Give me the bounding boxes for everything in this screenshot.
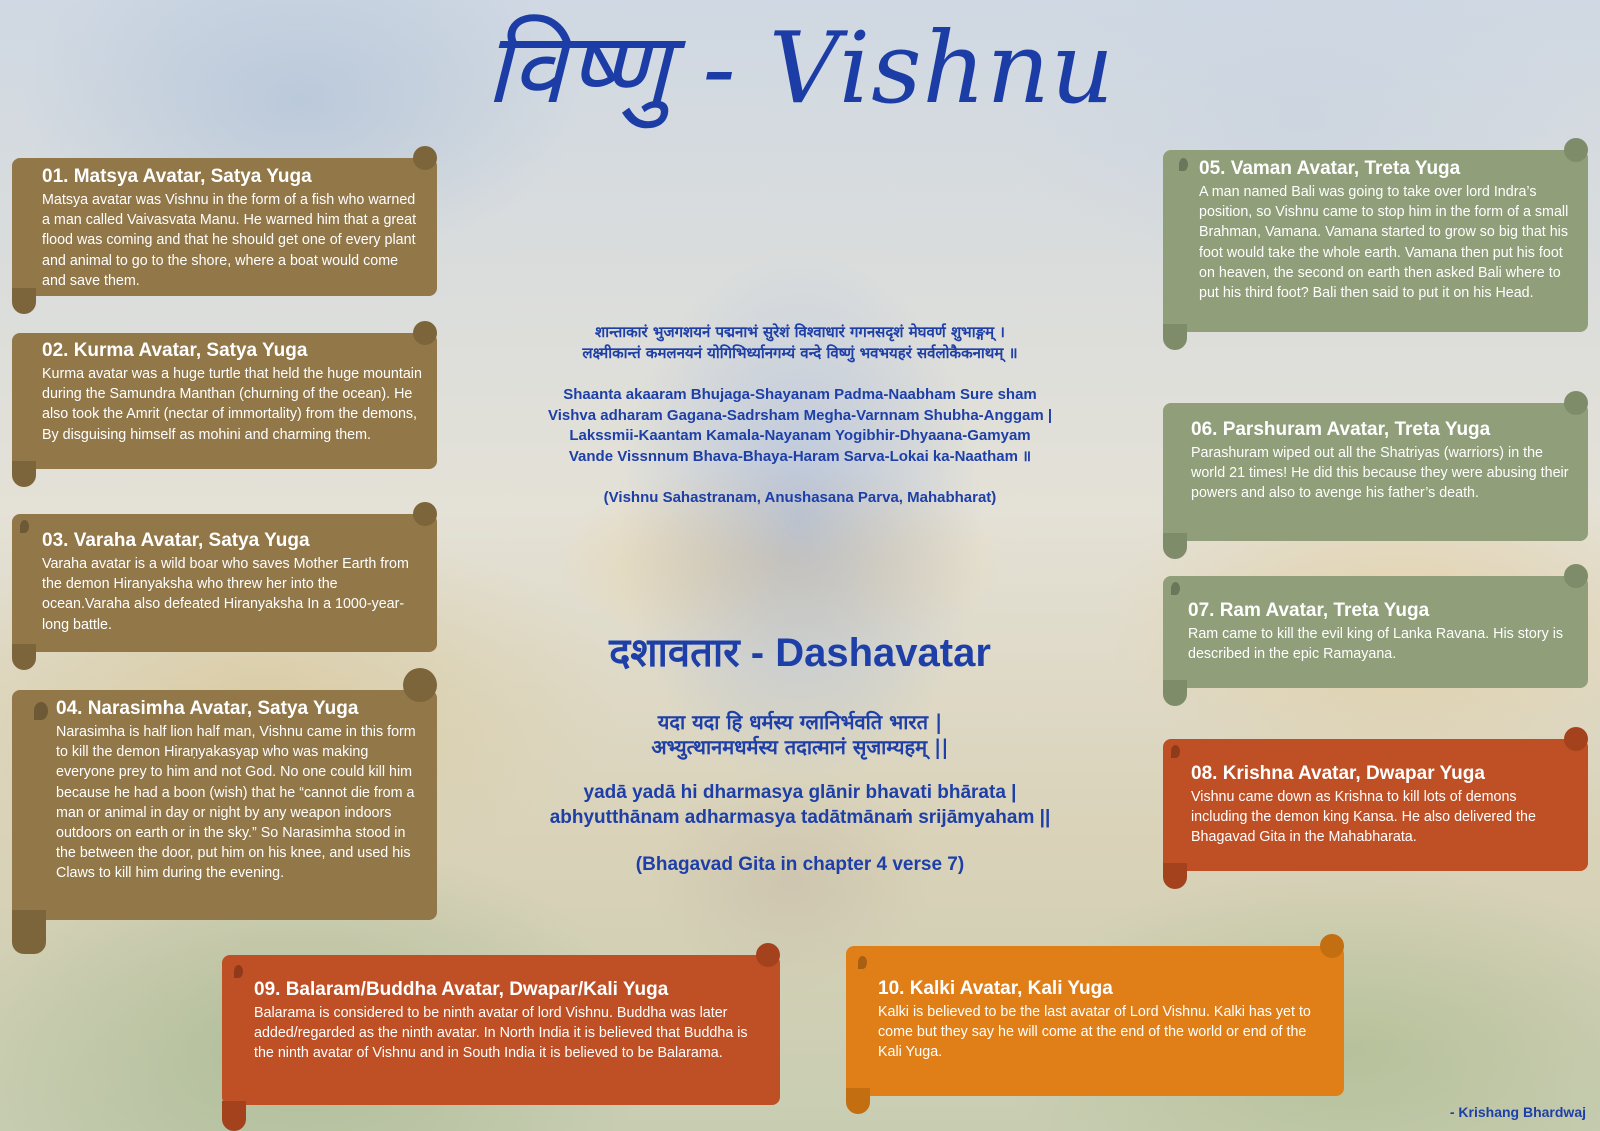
avatar-card-parshuram <box>1163 403 1588 541</box>
avatar-title: 04. Narasimha Avatar, Satya Yuga <box>56 698 359 719</box>
avatar-card-kalki <box>846 946 1344 1096</box>
scroll-curl <box>1564 138 1588 162</box>
vishnu-shloka-transliteration <box>450 385 1150 467</box>
vishnu-shloka-sanskrit <box>450 322 1150 364</box>
scroll-curl <box>12 288 36 314</box>
avatar-description: A man named Bali was going to take over lord Indra’s position, so Vishnu came to stop him in the form of a small Brahman, Vamana. Vamana started to grow so big that his foot would take the whole earth. Vamana then put his foot on heaven, the second on earth then asked Bali where to put his third foot? Bali then said to put it on his Head. <box>1199 184 1569 302</box>
scroll-curl <box>12 644 36 670</box>
shloka-line: शान्ताकारं भुजगशयनं पद्मनाभं सुरेशं विश्वाधारं गगनसदृशं मेघवर्ण शुभाङ्गम् । <box>595 323 1005 341</box>
avatar-description: Vishnu came down as Krishna to kill lots of demons including the demon king Kansa. He also delivered the Bhagavad Gita in the Mahabharata. <box>1191 789 1536 846</box>
avatar-description: Ram came to kill the evil king of Lanka Ravana. His story is described in the epic Ramayana. <box>1188 626 1564 663</box>
author-credit: - Krishang Bhardwaj <box>1449 1104 1586 1120</box>
avatar-title: 10. Kalki Avatar, Kali Yuga <box>878 978 1113 999</box>
shloka-line: Vande Vissnnum Bhava-Bhaya-Haram Sarva-Lokai ka-Naatham ॥ <box>568 447 1032 465</box>
avatar-card-varaha <box>12 514 437 652</box>
gita-shloka-transliteration <box>450 780 1150 830</box>
scroll-curl <box>12 910 46 954</box>
shloka-line: Vishva adharam Gagana-Sadrsham Megha-Varnnam Shubha-Anggam | <box>547 406 1053 424</box>
scroll-curl <box>756 943 780 967</box>
scroll-curl <box>222 1101 246 1131</box>
avatar-title: 05. Vaman Avatar, Treta Yuga <box>1199 158 1461 179</box>
scroll-curl <box>1564 391 1588 415</box>
scroll-mark <box>1171 582 1180 595</box>
scroll-curl <box>1163 680 1187 706</box>
avatar-card-narasimha <box>12 690 437 920</box>
shloka-line: yadā yadā hi dharmasya glānir bhavati bhārata | <box>583 782 1017 803</box>
avatar-description: Matsya avatar was Vishnu in the form of a fish who warned a man called Vaivasvata Manu. He warned him that a great flood was coming and that he should get one of every plant and animal to go to the shore, where a boat would come and save them. <box>42 192 417 289</box>
avatar-card-vaman <box>1163 150 1588 332</box>
avatar-card-balaram-buddha <box>222 955 780 1105</box>
avatar-card-ram <box>1163 576 1588 688</box>
scroll-curl <box>12 461 36 487</box>
shloka-line: Shaanta akaaram Bhujaga-Shayanam Padma-Naabham Sure sham <box>563 386 1037 403</box>
scroll-mark <box>1171 745 1180 758</box>
scroll-mark <box>234 965 243 978</box>
scroll-curl <box>1320 934 1344 958</box>
shloka-line: अभ्युत्थानमधर्मस्य तदात्मानं सृजाम्यहम् || <box>651 735 949 759</box>
shloka-line: यदा यदा हि धर्मस्य ग्लानिर्भवति भारत | <box>657 710 943 734</box>
scroll-curl <box>1163 863 1187 889</box>
dashavatar-title: दशावतार - Dashavatar <box>609 631 991 675</box>
scroll-curl <box>1564 564 1588 588</box>
avatar-description: Balarama is considered to be ninth avatar of lord Vishnu. Buddha was later added/regarded as the ninth avatar. In North India it is believed that Buddha is the ninth avatar of Vishnu and in South India it is believed to be Balarama. <box>254 1005 748 1062</box>
avatar-description: Kalki is believed to be the last avatar of Lord Vishnu. Kalki has yet to come but they say he will come at the end of the world or end of the Kali Yuga. <box>878 1004 1311 1061</box>
avatar-title: 01. Matsya Avatar, Satya Yuga <box>42 166 312 187</box>
scroll-curl <box>1163 324 1187 350</box>
scroll-mark <box>20 520 29 533</box>
gita-shloka-sanskrit <box>450 710 1150 760</box>
scroll-curl <box>403 668 437 702</box>
gita-shloka-source: (Bhagavad Gita in chapter 4 verse 7) <box>635 854 965 875</box>
scroll-curl <box>1564 727 1588 751</box>
avatar-title: 02. Kurma Avatar, Satya Yuga <box>42 340 308 361</box>
avatar-description: Varaha avatar is a wild boar who saves Mother Earth from the demon Hiranyaksha who threw her into the ocean.Varaha also defeated Hiranyaksha In a 1000-year-long battle. <box>42 556 409 633</box>
scroll-mark <box>1179 158 1188 171</box>
avatar-card-matsya <box>12 158 437 296</box>
avatar-card-krishna <box>1163 739 1588 871</box>
scroll-curl <box>413 321 437 345</box>
scroll-mark <box>858 956 867 969</box>
page-title: विष्णु - Vishnu <box>485 12 1115 126</box>
avatar-title: 09. Balaram/Buddha Avatar, Dwapar/Kali Yuga <box>254 979 669 1000</box>
scroll-mark <box>34 702 48 720</box>
avatar-title: 08. Krishna Avatar, Dwapar Yuga <box>1191 763 1485 784</box>
scroll-curl <box>1163 533 1187 559</box>
shloka-line: abhyutthānam adharmasya tadātmānaṁ srijāmyaham || <box>549 807 1051 828</box>
avatar-description: Narasimha is half lion half man, Vishnu came in this form to kill the demon Hiraṇyakasyap who was making everyone prey to him and not God. No one could kill him because he had a boon (wish) that he “cannot die from a man or animal in day or night by any weapon indoors outdoors on earth or in the sky.” So Narasimha stood in the between the door, put him on his knee, and used his Claws to kill him during the evening. <box>56 724 416 882</box>
avatar-description: Kurma avatar was a huge turtle that held the huge mountain during the Samundra Manthan (churning of the ocean). He also took the Amrit (nectar of immortality) from the demons, By disguising himself as mohini and charming them. <box>42 366 422 443</box>
scroll-curl <box>413 502 437 526</box>
scroll-curl <box>413 146 437 170</box>
avatar-title: 06. Parshuram Avatar, Treta Yuga <box>1191 419 1491 440</box>
scroll-curl <box>846 1088 870 1114</box>
shloka-line: लक्ष्मीकान्तं कमलनयनं योगिभिर्ध्यानगम्यं वन्दे विष्णुं भवभयहरं सर्वलोकैकनाथम् ॥ <box>582 344 1018 362</box>
vishnu-shloka-source: (Vishnu Sahastranam, Anushasana Parva, Mahabharat) <box>603 489 997 506</box>
avatar-title: 03. Varaha Avatar, Satya Yuga <box>42 530 310 551</box>
avatar-description: Parashuram wiped out all the Shatriyas (warriors) in the world 21 times! He did this because they were abusing their powers and also to avenge his father’s death. <box>1191 445 1569 502</box>
shloka-line: Lakssmii-Kaantam Kamala-Nayanam Yogibhir-Dhyaana-Gamyam <box>569 427 1031 444</box>
avatar-title: 07. Ram Avatar, Treta Yuga <box>1188 600 1430 621</box>
avatar-card-kurma <box>12 333 437 469</box>
